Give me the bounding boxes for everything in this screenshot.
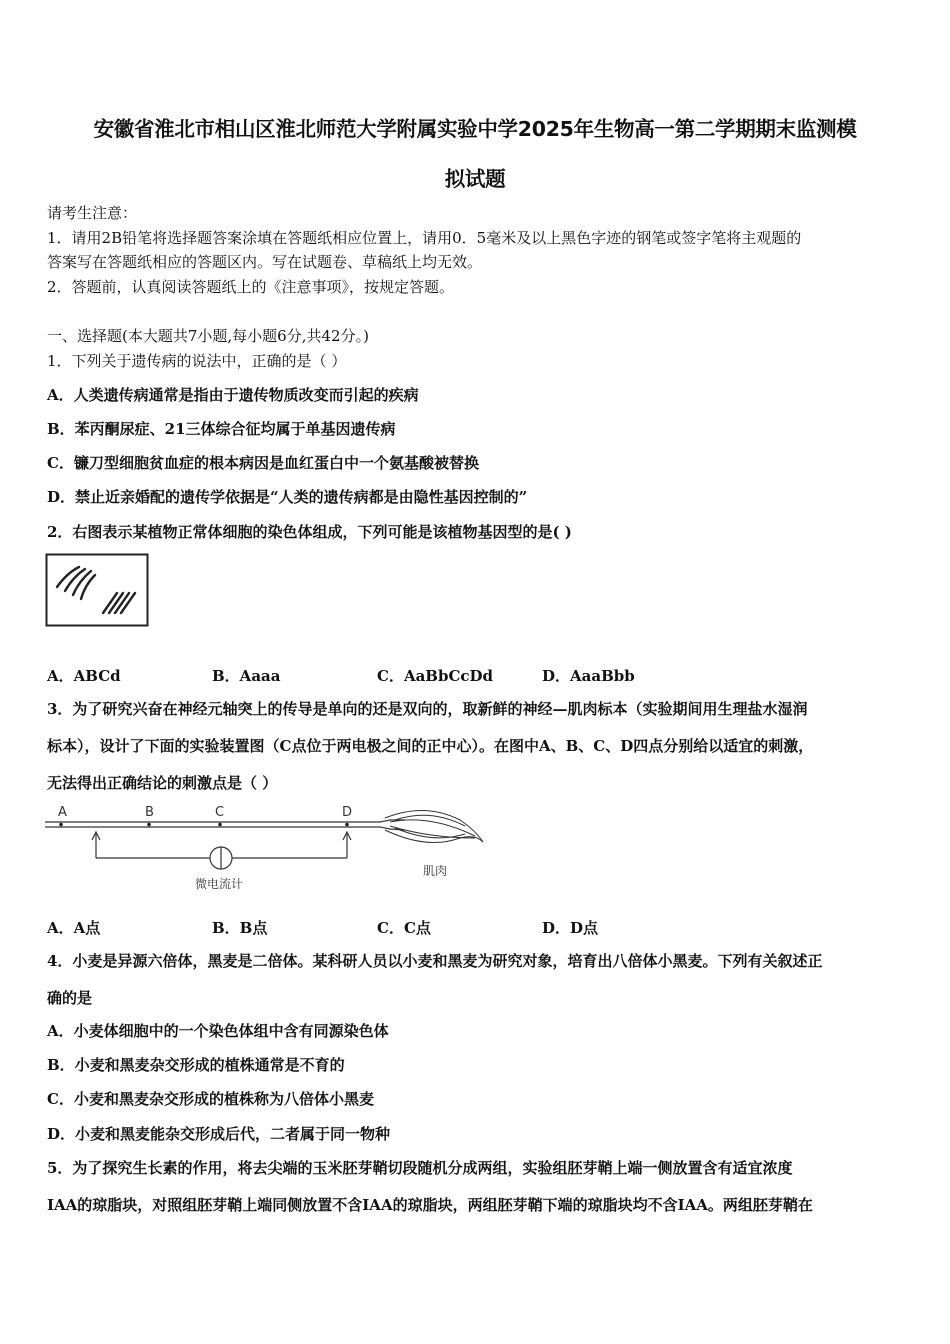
notice-item-1b: 答案写在答题纸相应的答题区内。写在试题卷、草稿纸上均无效。 [47, 253, 483, 271]
notice-heading: 请考生注意： [47, 204, 138, 222]
nerve-muscle-figure [45, 800, 485, 892]
microammeter-label: 微电流计 [195, 877, 244, 891]
q3-option-d: D．D点 [542, 919, 599, 937]
q4-stem-b: 确的是 [47, 989, 93, 1007]
notice-item-2: 2．答题前，认真阅读答题纸上的《注意事项》，按规定答题。 [47, 278, 455, 296]
q3-stem-b: 标本），设计了下面的实验装置图（C点位于两电极之间的正中心）。在图中A、B、C、D四点分别给以适宜的刺激， [47, 737, 814, 755]
q1-option-c: C．镰刀型细胞贫血症的根本病因是血红蛋白中一个氨基酸被替换 [47, 454, 479, 472]
chromosome-figure [45, 553, 151, 629]
q3-option-c: C．C点 [377, 919, 431, 937]
q4-stem-a: 4．小麦是异源六倍体，黑麦是二倍体。某科研人员以小麦和黑麦为研究对象，培育出八倍体小黑麦。下列有关叙述正 [47, 952, 823, 970]
notice-item-1a: 1．请用2B铅笔将选择题答案涂填在答题纸相应位置上，请用0．5毫米及以上黑色字迹的钢笔或签字笔将主观题的 [47, 229, 802, 247]
q2-stem: 2．右图表示某植物正常体细胞的染色体组成，下列可能是该植物基因型的是( ) [47, 523, 572, 541]
q2-option-d: D．AaaBbb [542, 667, 635, 685]
point-label-b: B [145, 805, 154, 820]
point-label-a: A [58, 805, 67, 820]
muscle-shape [385, 810, 483, 842]
q5-stem-b: IAA的琼脂块，对照组胚芽鞘上端同侧放置不含IAA的琼脂块，两组胚芽鞘下端的琼脂块均不含IAA。两组胚芽鞘在 [47, 1196, 813, 1214]
section-heading: 一、选择题(本大题共7小题,每小题6分,共42分。) [47, 327, 369, 345]
q4-option-a: A．小麦体细胞中的一个染色体组中含有同源染色体 [47, 1022, 389, 1040]
q4-option-c: C．小麦和黑麦杂交形成的植株称为八倍体小黑麦 [47, 1090, 374, 1108]
q1-stem: 1．下列关于遗传病的说法中，正确的是（ ） [47, 352, 347, 370]
q3-option-b: B．B点 [212, 919, 268, 937]
q2-option-a: A．ABCd [47, 667, 121, 685]
q1-option-a: A．人类遗传病通常是指由于遗传物质改变而引起的疾病 [47, 386, 419, 404]
q5-stem-a: 5．为了探究生长素的作用，将去尖端的玉米胚芽鞘切段随机分成两组，实验组胚芽鞘上端一侧放置含有适宜浓度 [47, 1159, 793, 1177]
point-label-c: C [215, 805, 225, 820]
q1-option-b: B．苯丙酮尿症、21三体综合征均属于单基因遗传病 [47, 420, 396, 438]
q2-option-b: B．Aaaa [212, 667, 281, 685]
point-label-d: D [342, 805, 353, 820]
q3-stem-c: 无法得出正确结论的刺激点是（ ） [47, 774, 278, 792]
q3-stem-a: 3．为了研究兴奋在神经元轴突上的传导是单向的还是双向的，取新鲜的神经—肌肉标本（实验期间用生理盐水湿润 [47, 700, 808, 718]
q2-option-c: C．AaBbCcDd [377, 667, 494, 685]
q4-option-d: D．小麦和黑麦能杂交形成后代，二者属于同一物种 [47, 1125, 391, 1143]
page-title-line-1: 安徽省淮北市相山区淮北师范大学附属实验中学2025年生物高一第二学期期末监测模 [93, 117, 857, 141]
page-title-line-2: 拟试题 [444, 167, 506, 191]
q3-option-a: A．A点 [47, 919, 101, 937]
muscle-label: 肌肉 [423, 864, 448, 878]
q1-option-d: D．禁止近亲婚配的遗传学依据是“人类的遗传病都是由隐性基因控制的” [47, 488, 528, 506]
q4-option-b: B．小麦和黑麦杂交形成的植株通常是不育的 [47, 1056, 345, 1074]
